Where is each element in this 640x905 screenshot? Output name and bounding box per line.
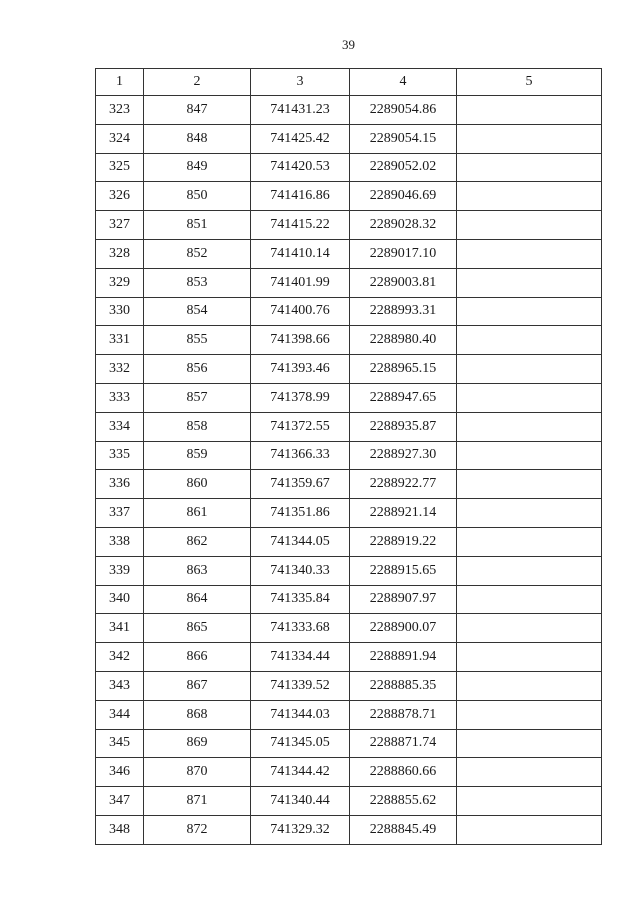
table-cell: 2288860.66 [350, 758, 457, 787]
table-cell: 2288919.22 [350, 527, 457, 556]
table-row [96, 355, 602, 384]
table-cell: 741335.84 [251, 585, 350, 614]
table-cell: 849 [144, 153, 251, 182]
table-cell: 333 [96, 383, 144, 412]
table-cell [457, 614, 602, 643]
table-cell: 866 [144, 643, 251, 672]
table-cell: 858 [144, 412, 251, 441]
table-cell: 336 [96, 470, 144, 499]
table-cell: 855 [144, 326, 251, 355]
table-cell: 324 [96, 124, 144, 153]
table-cell [457, 355, 602, 384]
table-cell: 865 [144, 614, 251, 643]
table-cell: 2288980.40 [350, 326, 457, 355]
table-cell: 334 [96, 412, 144, 441]
table-cell [457, 297, 602, 326]
table-cell: 847 [144, 96, 251, 125]
table-cell: 2288871.74 [350, 729, 457, 758]
table-cell [457, 182, 602, 211]
table-cell [457, 383, 602, 412]
table-cell [457, 96, 602, 125]
table-row [96, 700, 602, 729]
table-cell: 330 [96, 297, 144, 326]
table-row [96, 470, 602, 499]
table-cell: 852 [144, 239, 251, 268]
table-cell [457, 153, 602, 182]
table-cell: 871 [144, 787, 251, 816]
table-cell: 741420.53 [251, 153, 350, 182]
table-cell: 2288891.94 [350, 643, 457, 672]
table-cell: 2288935.87 [350, 412, 457, 441]
table-cell: 2288947.65 [350, 383, 457, 412]
table-cell: 859 [144, 441, 251, 470]
table-cell [457, 268, 602, 297]
table-cell: 2288921.14 [350, 499, 457, 528]
table-cell: 741345.05 [251, 729, 350, 758]
table-row [96, 787, 602, 816]
table-cell: 2288922.77 [350, 470, 457, 499]
table-row [96, 441, 602, 470]
table-cell: 2288993.31 [350, 297, 457, 326]
table-cell: 851 [144, 211, 251, 240]
table-cell: 2289054.86 [350, 96, 457, 125]
table-cell: 741400.76 [251, 297, 350, 326]
table-cell: 741366.33 [251, 441, 350, 470]
table-row [96, 124, 602, 153]
table-cell: 741416.86 [251, 182, 350, 211]
table-cell: 741410.14 [251, 239, 350, 268]
table-cell [457, 470, 602, 499]
table-cell: 741351.86 [251, 499, 350, 528]
table-cell: 861 [144, 499, 251, 528]
table-cell [457, 815, 602, 844]
table-row [96, 153, 602, 182]
table-cell: 741340.33 [251, 556, 350, 585]
table-cell: 2289003.81 [350, 268, 457, 297]
table-cell: 870 [144, 758, 251, 787]
table-cell: 343 [96, 671, 144, 700]
table-cell: 341 [96, 614, 144, 643]
table-cell [457, 326, 602, 355]
table-body [96, 69, 602, 845]
table-cell [457, 527, 602, 556]
table-cell: 323 [96, 96, 144, 125]
table-cell [457, 441, 602, 470]
table-cell [457, 556, 602, 585]
table-row [96, 268, 602, 297]
table-cell: 325 [96, 153, 144, 182]
table-cell: 741333.68 [251, 614, 350, 643]
table-cell: 741344.03 [251, 700, 350, 729]
table-cell [457, 787, 602, 816]
table-cell [457, 412, 602, 441]
table-cell: 741425.42 [251, 124, 350, 153]
table-cell [457, 758, 602, 787]
column-header: 1 [96, 69, 144, 96]
table-cell: 335 [96, 441, 144, 470]
table-cell [457, 499, 602, 528]
table-cell: 868 [144, 700, 251, 729]
table-cell: 337 [96, 499, 144, 528]
table-row [96, 614, 602, 643]
table-cell: 2289054.15 [350, 124, 457, 153]
table-cell: 342 [96, 643, 144, 672]
table-cell: 2288885.35 [350, 671, 457, 700]
table-row [96, 383, 602, 412]
table-cell: 741401.99 [251, 268, 350, 297]
table-row [96, 96, 602, 125]
table-cell: 872 [144, 815, 251, 844]
table-row [96, 326, 602, 355]
table-cell: 853 [144, 268, 251, 297]
table-row [96, 815, 602, 844]
table-cell [457, 585, 602, 614]
table-cell: 347 [96, 787, 144, 816]
table-cell: 863 [144, 556, 251, 585]
table-cell: 327 [96, 211, 144, 240]
table-row [96, 729, 602, 758]
table-cell: 339 [96, 556, 144, 585]
table-cell: 2288845.49 [350, 815, 457, 844]
table-cell: 340 [96, 585, 144, 614]
table-cell: 741393.46 [251, 355, 350, 384]
table-row [96, 671, 602, 700]
table-row [96, 556, 602, 585]
table-row [96, 499, 602, 528]
table-cell: 338 [96, 527, 144, 556]
table-row [96, 182, 602, 211]
table-cell: 344 [96, 700, 144, 729]
table-cell: 741398.66 [251, 326, 350, 355]
table-row [96, 412, 602, 441]
table-cell: 741359.67 [251, 470, 350, 499]
table-cell: 2289046.69 [350, 182, 457, 211]
table-row [96, 758, 602, 787]
table-cell: 741344.42 [251, 758, 350, 787]
table-cell [457, 211, 602, 240]
table-cell: 348 [96, 815, 144, 844]
table-cell: 346 [96, 758, 144, 787]
table-row [96, 527, 602, 556]
table-row [96, 585, 602, 614]
table-cell: 328 [96, 239, 144, 268]
table-cell: 741334.44 [251, 643, 350, 672]
table-cell: 2288907.97 [350, 585, 457, 614]
table-row [96, 211, 602, 240]
table-cell: 2289017.10 [350, 239, 457, 268]
table-cell [457, 729, 602, 758]
table-cell: 867 [144, 671, 251, 700]
table-cell: 2288855.62 [350, 787, 457, 816]
table-cell: 860 [144, 470, 251, 499]
column-header: 3 [251, 69, 350, 96]
table-cell: 850 [144, 182, 251, 211]
table-cell: 864 [144, 585, 251, 614]
table-cell: 854 [144, 297, 251, 326]
table-cell: 741329.32 [251, 815, 350, 844]
table-cell: 741340.44 [251, 787, 350, 816]
table-cell: 2288965.15 [350, 355, 457, 384]
table-cell: 741431.23 [251, 96, 350, 125]
coordinates-table [95, 68, 602, 845]
table-cell: 332 [96, 355, 144, 384]
table-row [96, 297, 602, 326]
table-cell: 741372.55 [251, 412, 350, 441]
table-cell: 2289052.02 [350, 153, 457, 182]
page-number: 39 [342, 37, 355, 52]
table-cell: 741415.22 [251, 211, 350, 240]
table-cell: 2288927.30 [350, 441, 457, 470]
table-cell: 857 [144, 383, 251, 412]
table-cell: 2288878.71 [350, 700, 457, 729]
column-header: 4 [350, 69, 457, 96]
table-cell: 2289028.32 [350, 211, 457, 240]
table-cell [457, 239, 602, 268]
table-cell: 326 [96, 182, 144, 211]
table-cell [457, 643, 602, 672]
table-cell [457, 700, 602, 729]
table-cell: 741378.99 [251, 383, 350, 412]
table-cell: 741339.52 [251, 671, 350, 700]
table-cell: 331 [96, 326, 144, 355]
table-cell [457, 671, 602, 700]
table-cell: 848 [144, 124, 251, 153]
table-cell: 856 [144, 355, 251, 384]
table-cell: 2288900.07 [350, 614, 457, 643]
table-header-row [96, 69, 602, 96]
table-cell: 345 [96, 729, 144, 758]
table-row [96, 239, 602, 268]
table-cell: 862 [144, 527, 251, 556]
column-header: 2 [144, 69, 251, 96]
table-cell: 741344.05 [251, 527, 350, 556]
table-row [96, 643, 602, 672]
table-cell: 869 [144, 729, 251, 758]
table-cell: 2288915.65 [350, 556, 457, 585]
table-cell [457, 124, 602, 153]
table-cell: 329 [96, 268, 144, 297]
column-header: 5 [457, 69, 602, 96]
